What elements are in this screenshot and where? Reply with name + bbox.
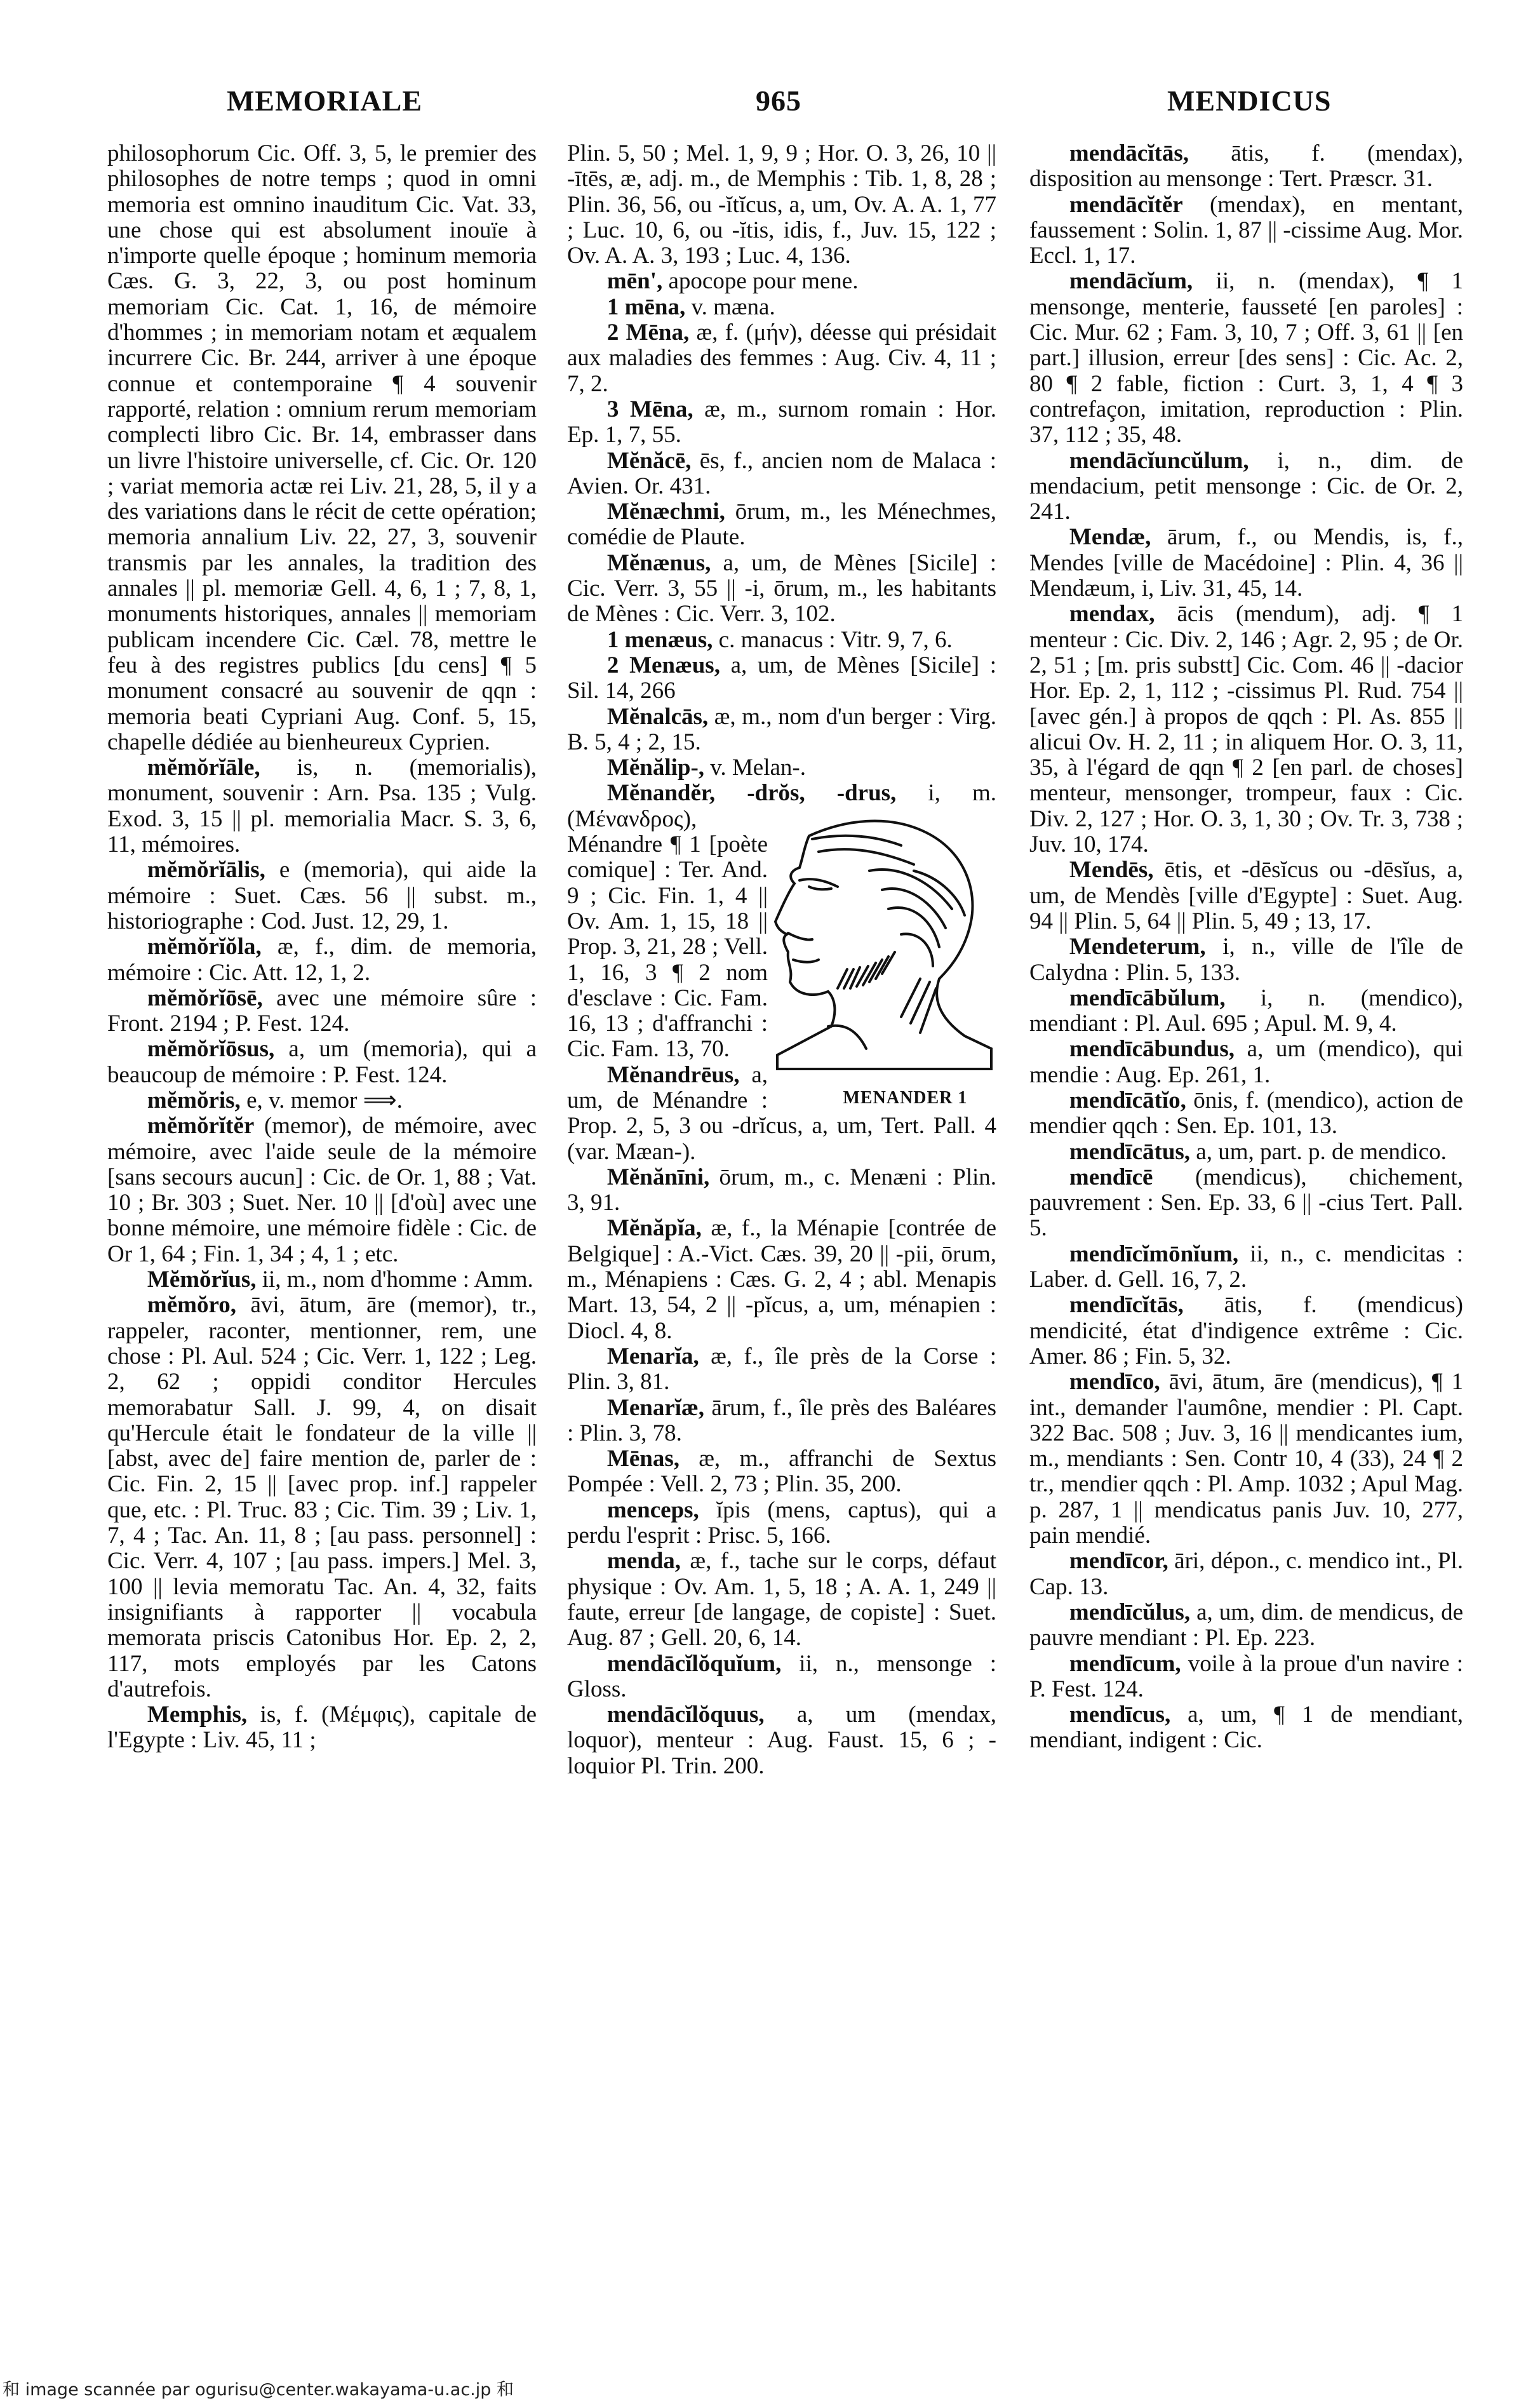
entry-definition: apocope pour mene.: [662, 268, 859, 295]
entry-definition: ōnis, f. (mendico), action de mendier qqch : Sen. Ep. 101, 13.: [1029, 1087, 1463, 1139]
headword: mĕmŏris,: [147, 1087, 241, 1113]
headword: mendax,: [1069, 601, 1155, 628]
entry-definition: æ, f., île près de la Corse : Plin. 3, 81.: [567, 1343, 996, 1395]
headword: Mĕnalcās,: [606, 703, 709, 730]
dictionary-entry: [1029, 1037, 1463, 1088]
headword: mĕmŏro,: [147, 1292, 236, 1319]
headword: menceps,: [606, 1496, 699, 1523]
headword: Mendeterum,: [1069, 934, 1206, 960]
headword: mĕmŏrĭāle,: [147, 755, 260, 781]
headword: mĕmŏrĭtĕr: [147, 1113, 255, 1139]
headword: mendācĭtĕr: [1069, 191, 1183, 218]
headword: mĕmŏrĭŏla,: [147, 934, 262, 960]
entry-definition: i, n., dim. de mendacium, petit mensonge : Cic. de Or. 2, 241.: [1029, 447, 1463, 525]
scan-credit: 和 image scannée par ogurisu@center.wakayama-u.ac.jp 和: [3, 2380, 514, 2400]
headword: mendīcābŭlum,: [1069, 985, 1226, 1011]
headword: mendīcĭtās,: [1069, 1292, 1184, 1319]
dictionary-entry: [567, 755, 996, 781]
entry-definition: c. manacus : Vitr. 9, 7, 6.: [713, 626, 953, 653]
entry-definition: æ, m., affranchi de Sextus Pompée : Vell. 2, 73 ; Plin. 35, 200.: [567, 1446, 996, 1498]
entry-definition: æ, m., nom d'un berger : Virg. B. 5, 4 ; 2, 15.: [567, 703, 996, 755]
dictionary-entry: [107, 986, 537, 1037]
headword: Mĕnæchmi,: [606, 499, 725, 525]
headword: mendīcātus,: [1069, 1138, 1191, 1165]
headword: Mēnas,: [606, 1446, 680, 1472]
dictionary-entry: [1029, 192, 1463, 269]
running-head-left: MEMORIALE: [227, 84, 422, 117]
headword: Mĕnandrēus,: [606, 1061, 740, 1088]
entry-definition: (mendax), en mentant, faussement : Solin. 1, 87 || -cissime Aug. Mor. Eccl. 1, 17.: [1029, 191, 1463, 269]
headword: 2 Mēna,: [606, 319, 690, 346]
dictionary-entry: [1029, 1651, 1463, 1703]
figure-caption: MENANDER 1: [843, 1088, 968, 1108]
dictionary-entry: [567, 397, 996, 448]
menander-figure: [774, 807, 996, 1111]
entry-definition: is, f. (Μέμφις), capitale de l'Egypte : Liv. 45, 11 ;: [107, 1702, 537, 1754]
headword: mĕmŏrĭōsus,: [147, 1036, 275, 1063]
entry-definition: ii, n. (mendax), ¶ 1 mensonge, menterie, fausseté [en paroles] : Cic. Mur. 62 ; Fam. 3, 10, 7 ; Off. 3, 61 || [en part.] illusion, erreur [des sens] : Cic. Ac. 2, 80 ¶ 2 fable, fiction : Curt. 3, 1, 4 ¶ 3 contrefaçon, imitation, reproduction : Plin. 37, 112 ; 35, 48.: [1029, 268, 1463, 448]
dictionary-entry: [567, 1702, 996, 1779]
headword: 1 menæus,: [606, 626, 713, 653]
dictionary-entry: [1029, 1165, 1463, 1242]
entry-definition: æ, f. (μήν), déesse qui présidait aux maladies des femmes : Aug. Civ. 4, 11 ; 7, 2.: [567, 319, 996, 397]
headword: mendācĭum,: [1069, 268, 1193, 295]
entry-definition: (mendicus), chichement, pauvrement : Sen. Ep. 33, 6 || -cius Tert. Pall. 5.: [1029, 1164, 1463, 1242]
entry-continuation: [567, 141, 996, 269]
headword: Mendēs,: [1069, 857, 1154, 884]
dictionary-entry: [567, 704, 996, 756]
dictionary-entry: [1029, 1702, 1463, 1754]
headword: Mĕnănīni,: [606, 1164, 710, 1190]
entry-definition: ētis, et -dēsĭcus ou -dēsĭus, a, um, de Mendès [ville d'Egypte] : Suet. Aug. 94 || Plin. 5, 64 || Plin. 5, 49 ; 13, 17.: [1029, 857, 1463, 934]
running-head-right: MENDICUS: [1167, 84, 1332, 117]
headword: 1 mēna,: [606, 293, 686, 320]
entry-definition: ārum, f., ou Mendis, is, f., Mendes [ville de Macédoine] : Plin. 4, 36 || Mendæum, i, Liv. 31, 45, 14.: [1029, 524, 1463, 602]
dictionary-entry: [567, 1395, 996, 1447]
dictionary-entry: [107, 755, 537, 857]
dictionary-entry: [567, 1549, 996, 1651]
entry-definition: ātis, f. (mendax), disposition au mensonge : Tert. Præscr. 31.: [1029, 141, 1463, 192]
headword: Mĕnăpĭa,: [606, 1215, 702, 1242]
headword: Mĕmŏrĭus,: [147, 1267, 257, 1293]
dictionary-entry: [1029, 525, 1463, 602]
entry-definition: æ, f., la Ménapie [contrée de Belgique] : A.-Vict. Cæs. 39, 20 || -pii, ōrum, m., Ménapiens : Cæs. G. 2, 4 ; abl. Menapis Mart. 13, 54, 2 || -pĭcus, a, um, ménapien : Diocl. 4, 8.: [567, 1215, 996, 1344]
headword: mendīcātĭo,: [1069, 1087, 1186, 1113]
dictionary-entry: [1029, 141, 1463, 192]
entry-definition: āvi, ātum, āre (mendicus), ¶ 1 int., demander l'aumône, mendier : Pl. Capt. 322 Bac. 508 ; Juv. 3, 16 || mendicantes ium, m., mendiants : Sen. Contr 10, 4 (33), 24 ¶ 2 tr., mendier qqch : Pl. Amp. 1032 ; Apul Mag. p. 287, 1 || mendicatus panis Juv. 10, 277, pain mendié.: [1029, 1369, 1463, 1549]
dictionary-entry: [1029, 269, 1463, 448]
headword: mendīco,: [1069, 1369, 1160, 1395]
dictionary-entry: [567, 628, 996, 653]
dictionary-entry: [567, 320, 996, 397]
headword: 3 Mēna,: [606, 396, 693, 422]
headword: Mĕnandĕr, -drŏs, -drus,: [606, 780, 897, 807]
entry-definition: a, um, de Mènes [Sicile] : Sil. 14, 266: [567, 652, 996, 704]
entry-definition: æ, m., surnom romain : Hor. Ep. 1, 7, 55.: [567, 396, 996, 448]
dictionary-entry: [107, 1088, 537, 1113]
headword: menda,: [606, 1548, 681, 1575]
entry-definition: i, n. (mendico), mendiant : Pl. Aul. 695 ; Apul. M. 9, 4.: [1029, 985, 1463, 1037]
entry-definition: ĭpis (mens, captus), qui a perdu l'esprit : Prisc. 5, 166.: [567, 1496, 996, 1549]
entry-definition: is, n. (memorialis), monument, souvenir : Arn. Psa. 135 ; Vulg. Exod. 3, 15 || pl. memorialia Macr. S. 3, 6, 11, mémoires.: [107, 755, 537, 858]
dictionary-entry: [1029, 1600, 1463, 1651]
headword: mendīcum,: [1069, 1650, 1181, 1677]
dictionary-entry: [567, 1216, 996, 1343]
dictionary-entry: [107, 1113, 537, 1267]
entry-definition: i, m. (Μένανδρος), Ménandre ¶ 1 [poète comique] : Ter. And. 9 ; Cic. Fin. 1, 4 || Ov. Am. 1, 15, 18 || Prop. 3, 21, 28 ; Vell. 1, 16, 3 ¶ 2 nom d'esclave : Cic. Fam. 16, 13 ; d'affranchi : Cic. Fam. 13, 70.: [567, 780, 996, 1063]
headword: mendīcē: [1069, 1164, 1153, 1190]
dictionary-entry: [1029, 986, 1463, 1037]
headword: mendācĭlŏquus,: [606, 1702, 765, 1728]
entry-definition: ii, m., nom d'homme : Amm.: [256, 1267, 533, 1293]
entry-definition: v. mæna.: [685, 293, 775, 320]
entry-definition: avec une mémoire sûre : Front. 2194 ; P. Fest. 124.: [107, 985, 537, 1037]
dictionary-entry: [567, 1446, 996, 1498]
headword: mendīcābundus,: [1069, 1036, 1235, 1063]
entry-definition: æ, f., dim. de memoria, mémoire : Cic. Att. 12, 1, 2.: [107, 934, 537, 986]
headword: mendīcŭlus,: [1069, 1599, 1191, 1625]
dictionary-entry: [567, 295, 996, 320]
entry-definition: a, um, dim. de mendicus, de pauvre mendiant : Pl. Ep. 223.: [1029, 1599, 1463, 1651]
headword: mēn',: [606, 268, 663, 295]
entry-definition: i, n., ville de l'île de Calydna : Plin. 5, 133.: [1029, 934, 1463, 986]
entry-definition: e, v. memor ⟹.: [240, 1087, 403, 1113]
dictionary-entry: [107, 1293, 537, 1702]
dictionary-entry: [107, 1037, 537, 1088]
entry-definition: a, um (mendico), qui mendie : Aug. Ep. 261, 1.: [1029, 1036, 1463, 1088]
entry-definition: ācis (mendum), adj. ¶ 1 menteur : Cic. Div. 2, 146 ; Agr. 2, 95 ; de Or. 2, 51 ; [m. pris substt] Cic. Com. 46 || -dacior Hor. Ep. 2, 1, 112 ; -cissimus Pl. Rud. 754 || [avec gén.] à propos de qqch : Pl. As. 855 || alicui Ov. H. 2, 11 ; in aliquem Hor. O. 3, 11, 35, à l'égard de qqn ¶ 2 [en parl. de choses] menteur, mensonger, trompeur, faux : Cic. Div. 2, 127 ; Hor. O. 3, 1, 30 ; Ov. Tr. 3, 738 ; Juv. 10, 174.: [1029, 601, 1463, 858]
dictionary-entry: [1029, 1293, 1463, 1369]
headword: mĕmŏrĭōsē,: [147, 985, 263, 1011]
headword: mendācĭtās,: [1069, 141, 1189, 166]
column-3: [1029, 141, 1463, 2326]
dictionary-entry: [567, 499, 996, 551]
headword: Menarĭæ,: [606, 1394, 704, 1421]
headword: Menarĭa,: [606, 1343, 699, 1369]
dictionary-entry: [567, 1498, 996, 1549]
entry-definition: æ, f., tache sur le corps, défaut physique : Ov. Am. 1, 5, 18 ; A. A. 1, 249 || faute, erreur [de langage, de copiste] : Suet. Aug. 87 ; Gell. 20, 6, 14.: [567, 1548, 996, 1651]
entry-definition: ōrum, m., les Ménechmes, comédie de Plaute.: [567, 499, 996, 551]
dictionary-entry: [107, 1702, 537, 1754]
entry-definition: (memor), de mémoire, avec mémoire, avec l'aide seule de la mémoire [sans secours aucun] : Cic. de Or. 1, 88 ; Vat. 10 ; Br. 303 ; Suet. Ner. 10 || [d'où] avec une bonne mémoire, une mémoire fidèle : Cic. de Or 1, 64 ; Fin. 1, 34 ; 4, 1 ; etc.: [107, 1113, 537, 1267]
dictionary-entry: [1029, 1242, 1463, 1293]
dictionary-entry: [1029, 1088, 1463, 1139]
entry-definition: āri, dépon., c. mendico int., Pl. Cap. 13.: [1029, 1548, 1463, 1600]
headword: Memphis,: [147, 1702, 248, 1728]
entry-definition: Plin. 5, 50 ; Mel. 1, 9, 9 ; Hor. O. 3, 26, 10 || -ītēs, æ, adj. m., de Memphis : Tib. 1, 8, 28 ; Plin. 36, 56, ou -ĭtĭcus, a, um, Ov. A. A. 1, 77 ; Luc. 10, 6, ou -ĭtis, idis, f., Juv. 15, 122 ; Ov. A. A. 3, 193 ; Luc. 4, 136.: [567, 141, 996, 269]
dictionary-entry: [1029, 934, 1463, 986]
dictionary-entry: [567, 551, 996, 628]
dictionary-entry: [567, 653, 996, 704]
entry-definition: e (memoria), qui aide la mémoire : Suet. Cæs. 56 || subst. m., historiographe : Cod. Just. 12, 29, 1.: [107, 857, 537, 934]
dictionary-entry: [1029, 857, 1463, 934]
dictionary-entry: [1029, 1139, 1463, 1165]
dictionary-entry: [1029, 1369, 1463, 1549]
dictionary-entry: [1029, 602, 1463, 857]
dictionary-entry: [567, 448, 996, 500]
dictionary-entry: [107, 1267, 537, 1293]
entry-definition: ii, n., c. mendicitas : Laber. d. Gell. 16, 7, 2.: [1029, 1240, 1463, 1293]
entry-definition: ātis, f. (mendicus) mendicité, état d'indigence extrême : Cic. Amer. 86 ; Fin. 5, 32.: [1029, 1292, 1463, 1369]
entry-definition: a, um, de Ménandre : Prop. 2, 5, 3 ou -drĭcus, a, um, Tert. Pall. 4 (var. Mæan-).: [567, 1061, 996, 1165]
page-number: 965: [756, 84, 801, 117]
dictionary-entry: [567, 269, 996, 294]
entry-definition: ōrum, m., c. Menæni : Plin. 3, 91.: [567, 1164, 996, 1216]
column-2: [567, 141, 996, 2326]
entry-definition: a, um, part. p. de mendico.: [1190, 1138, 1447, 1165]
entry-definition: ēs, f., ancien nom de Malaca : Avien. Or. 431.: [567, 447, 996, 499]
menander-bust-icon: [774, 807, 996, 1080]
headword: Mendæ,: [1069, 524, 1151, 551]
headword: mendācĭuncŭlum,: [1069, 447, 1249, 474]
entry-definition: philosophorum Cic. Off. 3, 5, le premier des philosophes de notre temps ; quod in omni memoria est omnino inauditum Cic. Vat. 33, une chose qui est absolument inouïe à n'importe quelle époque ; hominum memoria Cæs. G. 3, 22, 3, ou post hominum memoriam Cic. Cat. 1, 16, de mémoire d'hommes ; in memoriam notam et æqualem incurrere Cic. Br. 244, arriver à une époque connue et contemporaine ¶ 4 souvenir rapporté, relation : omnium rerum memoriam complecti libro Cic. Br. 14, embrasser dans un livre l'histoire universelle, cf. Cic. Or. 120 ; variat memoria actæ rei Liv. 21, 28, 5, il y a des variations dans le récit de cette opération; memoria annalium Liv. 22, 27, 3, souvenir transmis par les annales, la tradition des annales || pl. memoriæ Gell. 4, 6, 1 ; 7, 8, 1, monuments historiques, annales || memoriam publicam incendere Cic. Cæl. 78, mettre le feu à des registres publics [du cens] ¶ 5 monument consacré au souvenir de qqn : memoria beati Cypriani Aug. Conf. 5, 15, chapelle dédiée au bienheureux Cyprien.: [107, 141, 537, 755]
dictionary-entry: [1029, 1549, 1463, 1600]
dictionary-entry: [567, 1344, 996, 1395]
headword: mendīcus,: [1069, 1702, 1171, 1728]
headword: mendīcor,: [1069, 1548, 1168, 1575]
headword: Mĕnænus,: [606, 549, 711, 576]
entry-definition: a, um (mendax, loquor), menteur : Aug. Faust. 15, 6 ; -loquior Pl. Trin. 200.: [567, 1702, 996, 1779]
entry-definition: ārum, f., île près des Baléares : Plin. 3, 78.: [567, 1394, 996, 1446]
entry-definition: a, um (memoria), qui a beaucoup de mémoire : P. Fest. 124.: [107, 1036, 537, 1088]
dictionary-entry: [567, 1651, 996, 1703]
entry-definition: āvi, ātum, āre (memor), tr., rappeler, raconter, mentionner, rem, une chose : Pl. Aul. 524 ; Cic. Verr. 1, 122 ; Leg. 2, 62 ; oppidi conditor Hercules memorabatur Sall. J. 99, 4, on disait qu'Hercule était le fondateur de la ville || [abst, avec de] faire mention de, parler de : Cic. Fin. 2, 15 || [avec prop. inf.] rappeler que, etc. : Pl. Truc. 83 ; Cic. Tim. 39 ; Liv. 1, 7, 4 ; Tac. An. 11, 8 ; [au pass. personnel] : Cic. Verr. 4, 107 ; [au pass. impers.] Mel. 3, 100 || levia memoratu Tac. An. 4, 32, faits insignifiants à rapporter || vocabula memorata priscis Catonibus Hor. Ep. 2, 2, 117, mots employés par les Catons d'autrefois.: [107, 1292, 537, 1702]
dictionary-entry: [107, 857, 537, 934]
entry-definition: v. Melan-.: [704, 755, 806, 781]
dictionary-entry: [567, 1165, 996, 1216]
column-1: [107, 141, 537, 2326]
entry-continuation: [107, 141, 537, 755]
entry-definition: ii, n., mensonge : Gloss.: [567, 1650, 996, 1702]
entry-definition: a, um, de Mènes [Sicile] : Cic. Verr. 3, 55 || -i, ōrum, m., les habitants de Mènes : Cic. Verr. 3, 102.: [567, 549, 996, 628]
headword: mĕmŏrĭālis,: [147, 857, 265, 884]
headword: mendīcĭmōnĭum,: [1069, 1240, 1239, 1267]
headword: mendācĭlŏquĭum,: [606, 1650, 782, 1677]
dictionary-entry: [107, 934, 537, 986]
entry-definition: a, um, ¶ 1 de mendiant, mendiant, indigent : Cic.: [1029, 1702, 1463, 1754]
headword: Mĕnălip-,: [606, 755, 705, 781]
entry-definition: voile à la proue d'un navire : P. Fest. 124.: [1029, 1650, 1463, 1702]
dictionary-entry: [1029, 448, 1463, 525]
headword: 2 Menæus,: [606, 652, 720, 678]
headword: Mĕnăcē,: [606, 447, 692, 474]
